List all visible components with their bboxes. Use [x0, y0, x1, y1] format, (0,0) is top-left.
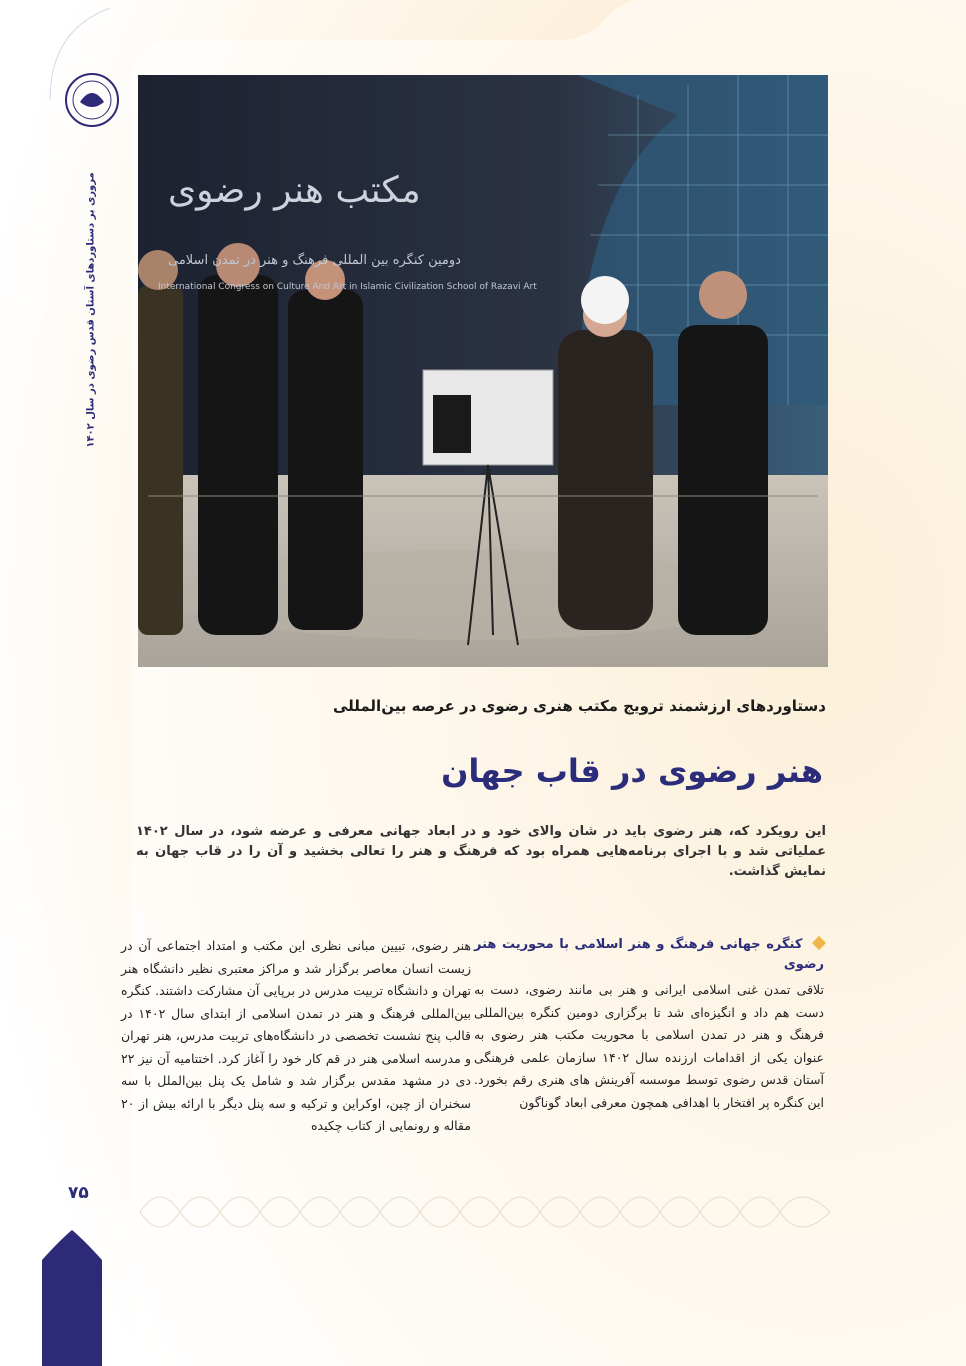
- page-number: ۷۵: [68, 1183, 89, 1203]
- column-left-text: هنر رضوی، تبیین مبانی نظری این مکتب و امتداد اجتماعی آن در زیست انسان معاصر برگزار شد و مراکز معتبری نظیر دانشگاه هنر تهران و دانشگاه تربیت مدرس در برپایی آن مشارکت داشتند. کنگره بین‌المللی فرهنگ و هنر در تمدن اسلامی از ابتدای سال ۱۴۰۲ در قالب پنج نشست تخصصی در دانشگاه‌های تربیت مدرس، هنر تهران و مدرسه اسلامی هنر در قم کار خود را آغاز کرد. اختتامیه آن نیز ۲۲ دی در مشهد مقدس برگزار شد و شامل یک پنل بین‌الملل با سه سخنران از چین، اوکراین و ترکیه و سه پنل دیگر با ارائه بیش از ۲۰ مقاله و رونمایی از کتاب چکیده: [121, 938, 471, 1133]
- event-photo: [138, 75, 828, 667]
- sidebar-vertical-title: [71, 172, 111, 448]
- column-right-text: تلاقی تمدن غنی اسلامی ایرانی و هنر بی مانند رضوی، دست به دست هم داد و انگیزه‌ای شد تا برگزاری دومین کنگره بین‌المللی فرهنگ و هنر در تمدن اسلامی با محوریت مکتب هنر رضوی به عنوان یکی از اقدامات ارزنده سال ۱۴۰۲ سازمان علمی فرهنگی آستان قدس رضوی توسط موسسه آفرینش های هنری رقم بخورد. این کنگره پر افتخار با اهدافی همچون معرفی ابعاد گوناگون: [474, 982, 824, 1110]
- logo-emblem-icon: [62, 70, 122, 130]
- article-intro: این رویکرد که، هنر رضوی باید در شان والای خود و در ابعاد جهانی معرفی و عرضه شود، در سال ۱۴۰۲ عملیاتی شد و با اجرای برنامه‌هایی همراه بود که فرهنگ و هنر را تعالی بخشید و آن را در قاب جهان به نمایش گذاشت.: [136, 824, 826, 879]
- logo: [62, 70, 122, 130]
- photo-banner-english: International Congress on Culture And Art in Islamic Civilization School of Razavi Art: [158, 282, 537, 292]
- event-photo-illustration: [138, 75, 828, 667]
- sidebar-vertical-text: مروری بر دستاوردهای آستان قدس رضوی در سال ۱۴۰۲: [85, 172, 97, 448]
- diamond-bullet-icon: [812, 936, 826, 950]
- section-heading: [474, 935, 824, 975]
- article-column-right: [474, 935, 824, 1114]
- article-column-left: [121, 935, 471, 1138]
- section-heading-text: کنگره جهانی فرهنگ و هنر اسلامی با محوریت هنر رضوی: [474, 937, 824, 972]
- article-title: هنر رضوی در قاب جهان: [441, 752, 823, 790]
- photo-banner-title: مکتب هنر رضوی: [168, 170, 421, 211]
- article-caption: دستاوردهای ارزشمند ترویج مکتب هنری رضوی در عرصه بین‌المللی: [332, 697, 826, 715]
- photo-banner-subtitle: دومین کنگره بین المللی فرهنگ و هنر در تمدن اسلامی: [168, 253, 461, 268]
- footer-pattern-decoration: [140, 1182, 830, 1242]
